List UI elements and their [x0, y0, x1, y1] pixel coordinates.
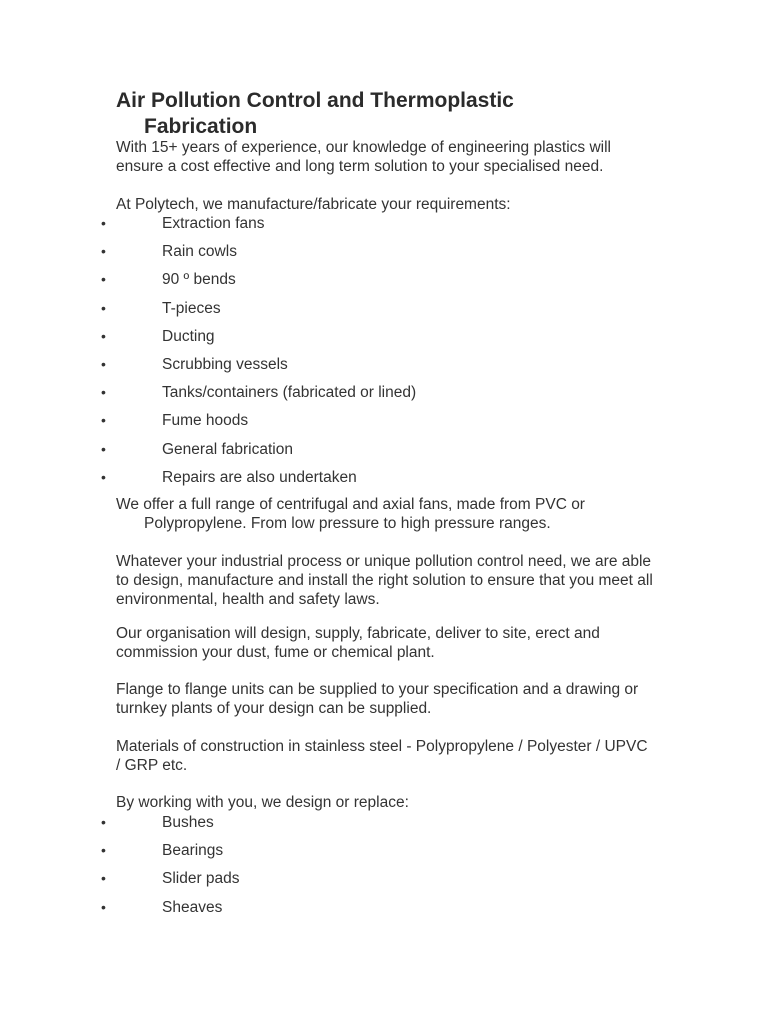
list-item — [0, 841, 768, 869]
list-item-text: 90 º bends — [162, 271, 236, 289]
bullet-icon: • — [101, 898, 106, 915]
bullet-icon: • — [101, 271, 106, 288]
list-item-text: Extraction fans — [162, 215, 265, 232]
list-item — [0, 869, 768, 897]
bullet-icon: • — [101, 215, 106, 231]
requirements-list — [0, 214, 768, 496]
list-item — [0, 411, 768, 439]
materials-paragraph: Materials of construction in stainless steel - Polypropylene / Polyester / UPVC / GRP etc. — [116, 738, 648, 774]
organisation-paragraph: Our organisation will design, supply, fabricate, deliver to site, erect and commission your dust, fume or chemical plant. — [116, 625, 600, 661]
flange-paragraph: Flange to flange units can be supplied to your specification and a drawing or turnkey plants of your design can be supplied. — [116, 681, 639, 717]
list-item-text: Fume hoods — [162, 412, 249, 430]
bullet-icon: • — [101, 814, 106, 830]
list-item-text: Ducting — [162, 327, 215, 345]
list-item-text: Bearings — [162, 842, 224, 860]
list-item-text: Sheaves — [162, 898, 223, 916]
bullet-icon: • — [101, 440, 106, 457]
list-item — [0, 355, 768, 383]
bullet-icon: • — [101, 327, 106, 344]
intro-paragraph: With 15+ years of experience, our knowledge of engineering plastics will ensure a cost effective and long term solution to your specialised need. — [116, 139, 611, 175]
fans-paragraph: We offer a full range of centrifugal and axial fans, made from PVC or Polypropylene. From low pressure to high pressure ranges. — [116, 496, 585, 532]
list-item — [0, 383, 768, 411]
list-item — [0, 813, 768, 841]
working-paragraph: By working with you, we design or replace: — [116, 794, 409, 811]
bullet-icon: • — [101, 384, 106, 401]
list-item-text: Repairs are also undertaken — [162, 468, 357, 486]
list-item — [0, 898, 768, 926]
list-item-text: Scrubbing vessels — [162, 355, 288, 373]
bullet-icon: • — [101, 870, 106, 887]
list-item — [0, 214, 768, 242]
process-paragraph: Whatever your industrial process or unique pollution control need, we are able to design, manufacture and install the right solution to ensure that you meet all environmental, health and safety laws. — [116, 553, 653, 608]
list-item-text: Tanks/containers (fabricated or lined) — [162, 384, 417, 402]
page-title: Air Pollution Control and Thermoplastic Fabrication — [116, 89, 514, 138]
bullet-icon: • — [101, 842, 106, 859]
list-item-text: Slider pads — [162, 870, 240, 888]
list-item-text: Rain cowls — [162, 243, 237, 261]
list-item — [0, 440, 768, 468]
list-item — [0, 327, 768, 355]
bullet-icon: • — [101, 243, 106, 260]
list-item — [0, 242, 768, 270]
list-item-text: T-pieces — [162, 299, 221, 317]
list-item-text: General fabrication — [162, 440, 293, 458]
list-item-text: Bushes — [162, 814, 214, 831]
bullet-icon: • — [101, 355, 106, 372]
intro-requirements-line: At Polytech, we manufacture/fabricate your requirements: — [116, 196, 511, 213]
bullet-icon: • — [101, 468, 106, 485]
list-item — [0, 270, 768, 298]
bullet-icon: • — [101, 412, 106, 429]
bullet-icon: • — [101, 299, 106, 316]
replacement-list — [0, 813, 768, 926]
list-item — [0, 468, 768, 496]
list-item — [0, 299, 768, 327]
